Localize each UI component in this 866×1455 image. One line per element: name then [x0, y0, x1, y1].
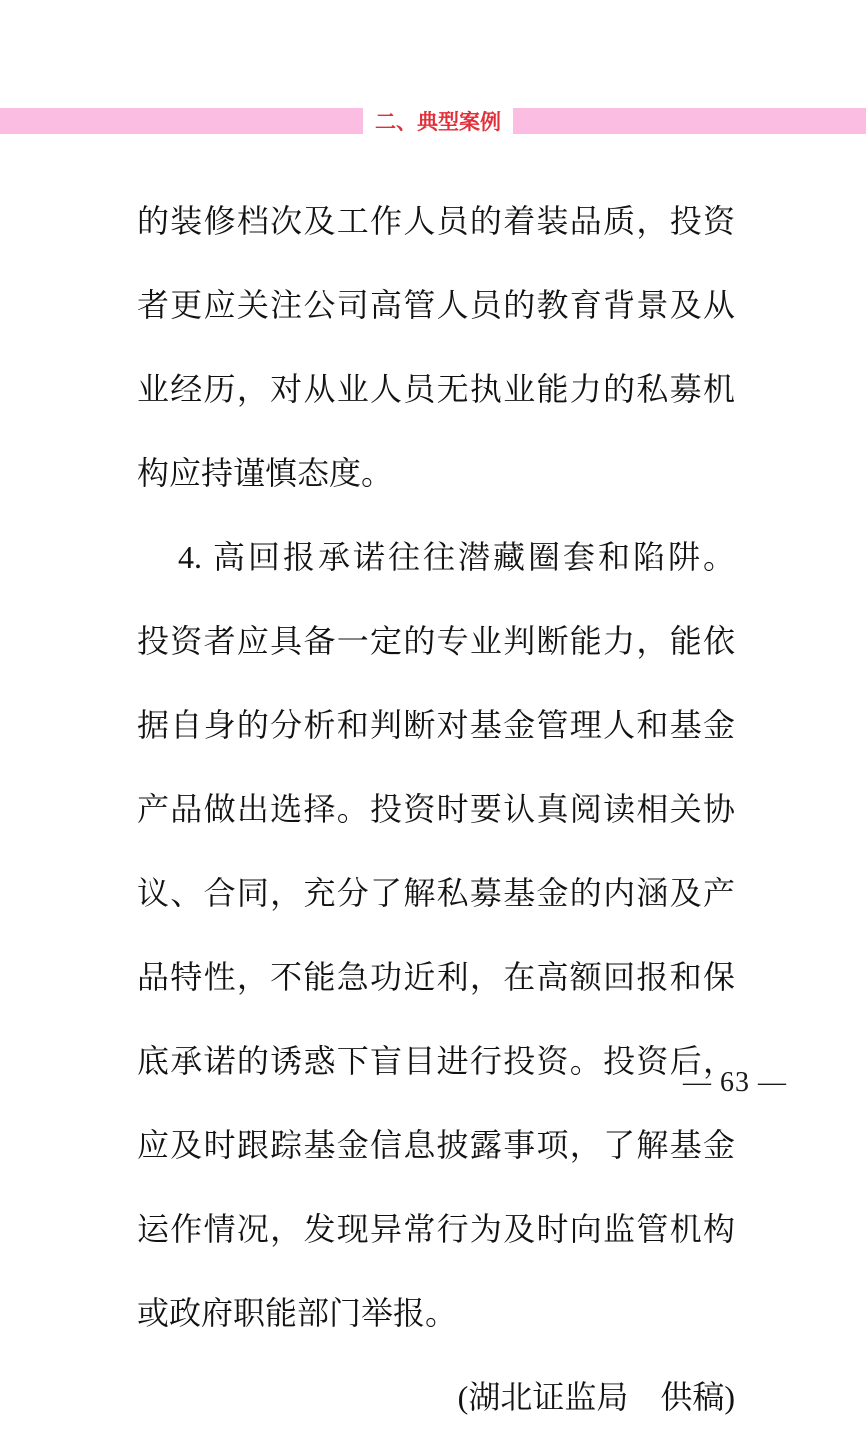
- header-band-right-segment: [513, 108, 866, 134]
- text-line: 底承诺的诱惑下盲目进行投资。投资后，: [137, 1043, 735, 1079]
- attribution-line: (湖北证监局 供稿): [457, 1379, 735, 1415]
- text-line: 产品做出选择。投资时要认真阅读相关协: [137, 791, 735, 827]
- header-band-left-segment: [0, 108, 363, 134]
- text-line: 的装修档次及工作人员的着装品质，投资: [137, 203, 735, 239]
- header-band-title-gap: [363, 108, 513, 134]
- text-line-paragraph-end: 构应持谨慎态度。: [137, 455, 394, 491]
- text-line: 据自身的分析和判断对基金管理人和基金: [137, 707, 735, 743]
- text-line: 运作情况，发现异常行为及时向监管机构: [137, 1211, 735, 1247]
- section-header-band: [0, 108, 866, 134]
- text-line: 投资者应具备一定的专业判断能力，能依: [137, 623, 735, 659]
- page-number: — 63 —: [683, 1067, 787, 1098]
- text-line: 业经历，对从业人员无执业能力的私募机: [137, 371, 735, 407]
- text-line: 者更应关注公司高管人员的教育背景及从: [137, 287, 735, 323]
- text-line: 品特性，不能急功近利，在高额回报和保: [137, 959, 735, 995]
- text-line-paragraph-start: 4. 高回报承诺往往潜藏圈套和陷阱。: [178, 539, 735, 575]
- body-text: [137, 163, 735, 1455]
- text-line-paragraph-end: 或政府职能部门举报。: [137, 1295, 458, 1331]
- section-title: 二、典型案例: [375, 111, 501, 134]
- text-line: 议、合同，充分了解私募基金的内涵及产: [137, 875, 735, 911]
- text-line: 应及时跟踪基金信息披露事项，了解基金: [137, 1127, 735, 1163]
